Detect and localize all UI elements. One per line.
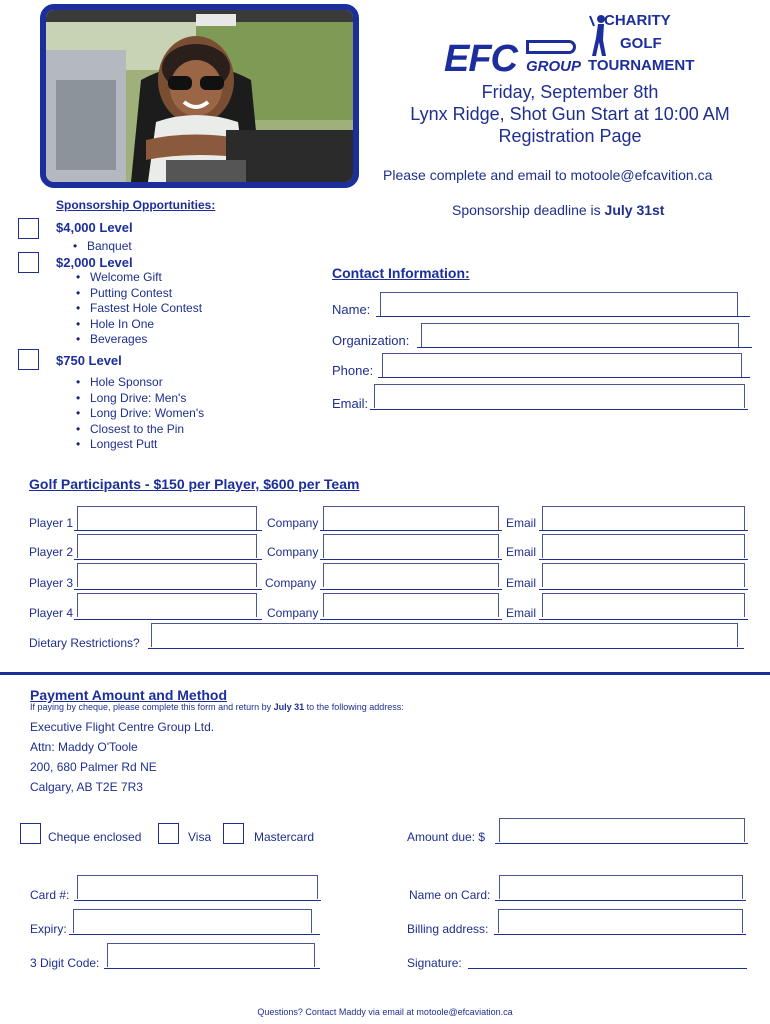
sponsor-level-4000: $4,000 Level xyxy=(56,220,133,235)
player-1-email-underline xyxy=(539,530,748,531)
list-item: • Closest to the Pin xyxy=(74,422,204,438)
cheque-note-suffix: to the following address: xyxy=(304,702,404,712)
player-2-company-label: Company xyxy=(267,545,319,559)
list-item: • Longest Putt xyxy=(74,437,204,453)
player-3-company-label: Company xyxy=(265,576,317,590)
player-4-company-label: Company xyxy=(267,606,319,620)
cheque-label: Cheque enclosed xyxy=(48,830,142,844)
golf-cart-photo-illustration xyxy=(46,10,353,182)
charity-logo-text: CHARITY xyxy=(604,12,671,29)
security-code-underline xyxy=(104,968,320,969)
dietary-underline xyxy=(148,648,744,649)
list-item: • Hole In One xyxy=(74,317,202,333)
section-divider xyxy=(0,672,770,675)
visa-checkbox[interactable] xyxy=(158,823,179,844)
address-line-3: 200, 680 Palmer Rd NE xyxy=(30,760,157,774)
player-3-company-field[interactable] xyxy=(323,563,499,587)
sponsorship-title: Sponsorship Opportunities: xyxy=(56,198,216,212)
signature-line[interactable] xyxy=(468,968,747,969)
security-code-field[interactable] xyxy=(107,943,315,967)
name-on-card-field[interactable] xyxy=(499,875,743,899)
golf-logo-text: GOLF xyxy=(620,35,662,52)
player-4-email-underline xyxy=(539,619,748,620)
amount-due-underline xyxy=(495,843,748,844)
sponsor-level-2000: $2,000 Level xyxy=(56,255,133,270)
name-field[interactable] xyxy=(380,292,738,316)
cheque-note xyxy=(30,702,404,712)
name-on-card-underline xyxy=(495,900,746,901)
player-1-company-field[interactable] xyxy=(323,506,499,530)
efc-logo: EFC xyxy=(444,38,517,80)
event-date: Friday, September 8th xyxy=(481,82,659,102)
list-item: • Welcome Gift xyxy=(74,270,202,286)
list-item: • Long Drive: Women's xyxy=(74,406,204,422)
player-2-company-underline xyxy=(320,559,502,560)
card-number-label: Card #: xyxy=(30,888,70,902)
name-underline xyxy=(376,316,750,317)
cheque-note-prefix: If paying by cheque, please complete this form and return by xyxy=(30,702,274,712)
player-2-company-field[interactable] xyxy=(323,534,499,558)
expiry-label: Expiry: xyxy=(30,922,67,936)
visa-label: Visa xyxy=(188,830,212,844)
player-2-email-label: Email xyxy=(506,545,537,559)
player-2-email-field[interactable] xyxy=(542,534,745,558)
list-item: • Hole Sponsor xyxy=(74,375,204,391)
tournament-logo-text: TOURNAMENT xyxy=(588,57,695,74)
name-label: Name: xyxy=(332,302,371,317)
address-line-1: Executive Flight Centre Group Ltd. xyxy=(30,720,215,734)
security-code-label: 3 Digit Code: xyxy=(30,956,100,970)
player-2-email-underline xyxy=(539,559,748,560)
sponsor-2000-checkbox[interactable] xyxy=(18,252,39,273)
card-number-field[interactable] xyxy=(77,875,318,899)
sponsor-4000-checkbox[interactable] xyxy=(18,218,39,239)
golfer-photo xyxy=(40,4,359,188)
expiry-underline xyxy=(69,934,320,935)
amount-due-field[interactable] xyxy=(499,818,745,842)
name-on-card-label: Name on Card: xyxy=(409,888,491,902)
list-item: • Long Drive: Men's xyxy=(74,391,204,407)
email-field[interactable] xyxy=(374,384,745,408)
deadline-date: July 31st xyxy=(604,202,665,218)
player-2-underline xyxy=(74,559,262,560)
player-1-company-underline xyxy=(320,530,502,531)
player-3-label: Player 3 xyxy=(29,576,74,590)
player-3-email-label: Email xyxy=(506,576,537,590)
sponsor-level-750: $750 Level xyxy=(56,353,122,368)
submission-instructions: Please complete and email to motoole@efcavition.ca xyxy=(383,167,713,183)
phone-underline xyxy=(378,377,750,378)
sponsor-750-checkbox[interactable] xyxy=(18,349,39,370)
address-line-2: Attn: Maddy O'Toole xyxy=(30,740,138,754)
player-2-field[interactable] xyxy=(77,534,257,558)
cheque-checkbox[interactable] xyxy=(20,823,41,844)
deadline-prefix: Sponsorship deadline is xyxy=(452,202,605,218)
player-4-email-label: Email xyxy=(506,606,537,620)
player-1-label: Player 1 xyxy=(29,516,74,530)
player-4-company-underline xyxy=(320,619,502,620)
dietary-field[interactable] xyxy=(151,623,738,647)
sponsorship-deadline xyxy=(452,202,664,218)
player-1-email-field[interactable] xyxy=(542,506,745,530)
player-4-email-field[interactable] xyxy=(542,593,745,617)
list-item: • Beverages xyxy=(74,332,202,348)
dietary-label: Dietary Restrictions? xyxy=(29,636,140,650)
sponsor-750-items xyxy=(74,375,204,453)
player-4-underline xyxy=(74,619,262,620)
list-item: • Fastest Hole Contest xyxy=(74,301,202,317)
player-3-email-field[interactable] xyxy=(542,563,745,587)
footer-contact: Questions? Contact Maddy via email at motoole@efcaviation.ca xyxy=(257,1007,513,1017)
event-venue: Lynx Ridge, Shot Gun Start at 10:00 AM xyxy=(410,104,730,124)
organization-underline xyxy=(417,347,752,348)
phone-label: Phone: xyxy=(332,363,374,378)
player-3-company-underline xyxy=(320,589,502,590)
player-3-field[interactable] xyxy=(77,563,257,587)
registration-page-title: Registration Page xyxy=(498,126,642,146)
organization-field[interactable] xyxy=(421,323,739,347)
efc-logo-group: GROUP xyxy=(526,58,582,75)
list-item: • Putting Contest xyxy=(74,286,202,302)
address-line-4: Calgary, AB T2E 7R3 xyxy=(30,780,143,794)
efc-logo-swoosh xyxy=(526,40,576,54)
sponsor-2000-items xyxy=(74,270,202,348)
payment-title: Payment Amount and Method xyxy=(30,687,228,703)
player-3-underline xyxy=(74,589,262,590)
sponsor-4000-items xyxy=(71,239,132,255)
player-4-field[interactable] xyxy=(77,593,257,617)
expiry-field[interactable] xyxy=(73,909,312,933)
player-4-label: Player 4 xyxy=(29,606,74,620)
cheque-note-date: July 31 xyxy=(273,702,305,712)
amount-due-label: Amount due: $ xyxy=(407,830,486,844)
player-1-field[interactable] xyxy=(77,506,257,530)
signature-label: Signature: xyxy=(407,956,462,970)
participants-title: Golf Participants - $150 per Player, $600 per Team xyxy=(29,476,360,492)
player-4-company-field[interactable] xyxy=(323,593,499,617)
phone-field[interactable] xyxy=(382,353,742,377)
player-1-company-label: Company xyxy=(267,516,319,530)
billing-address-field[interactable] xyxy=(498,909,743,933)
player-3-email-underline xyxy=(539,589,748,590)
player-2-label: Player 2 xyxy=(29,545,74,559)
billing-address-label: Billing address: xyxy=(407,922,489,936)
mastercard-label: Mastercard xyxy=(254,830,315,844)
card-number-underline xyxy=(74,900,321,901)
player-1-underline xyxy=(74,530,262,531)
mastercard-checkbox[interactable] xyxy=(223,823,244,844)
organization-label: Organization: xyxy=(332,333,410,348)
billing-address-underline xyxy=(494,934,746,935)
email-underline xyxy=(370,409,748,410)
email-label: Email: xyxy=(332,396,369,411)
player-1-email-label: Email xyxy=(506,516,537,530)
list-item: • Banquet xyxy=(71,239,132,255)
contact-info-title: Contact Information: xyxy=(332,265,470,281)
